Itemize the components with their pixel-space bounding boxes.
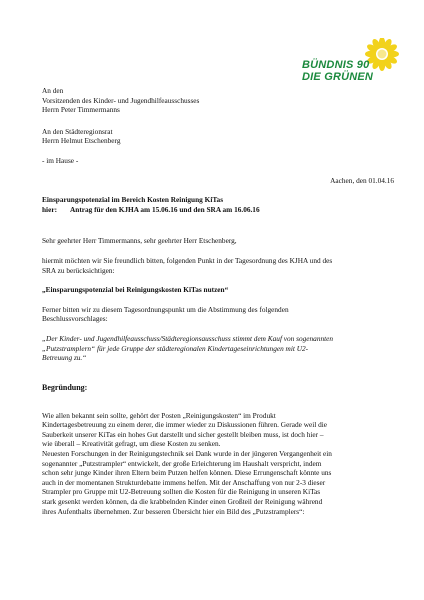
vote-request-paragraph xyxy=(42,305,394,324)
party-logo xyxy=(298,38,406,86)
reason-line: Kindertagesbetreuung zu einem derer, die immer wieder zu Diskussionen führen. Gerade weil die xyxy=(42,420,327,430)
vote-request-line: Ferner bitten wir zu diesem Tagesordnungspunkt um die Abstimmung des folgenden xyxy=(42,304,289,314)
intro-paragraph xyxy=(42,256,394,275)
agenda-item: „Einsparungspotenzial bei Reinigungskosten KiTas nutzen“ xyxy=(42,285,229,295)
resolution-line: „Putzstramplern“ für jede Gruppe der städteregionalen Kindertageseinrichtungen mit U2- xyxy=(42,343,309,353)
recipient2-line1: An den Städteregionsrat xyxy=(42,126,113,136)
resolution-line: Betreuung zu.“ xyxy=(42,353,87,363)
subject-label: hier: xyxy=(42,204,57,214)
vote-request-line: Beschlussvorschlages: xyxy=(42,314,108,324)
reason-line: Strampler pro Gruppe mit U2-Betreuung sollten die Kosten für die Reinigung in unseren KiTas xyxy=(42,487,321,497)
recipient2-line2: Herrn Helmut Etschenberg xyxy=(42,136,121,146)
reason-line: auch in der momentanen Strukturdebatte immens helfen. Mit der Anschaffung von nur 2-3 dieser xyxy=(42,477,326,487)
reason-line: ihres Aufenthalts übernehmen. Zur besseren Übersicht hier ein Bild des „Putzstramplers“: xyxy=(42,506,305,516)
recipient-block-1 xyxy=(42,86,394,115)
recipient1-line1: An den xyxy=(42,86,64,95)
intro-line: SRA zu berücksichtigen: xyxy=(42,265,115,275)
subject-block xyxy=(42,195,260,214)
reason-paragraph xyxy=(42,411,394,517)
letter-body xyxy=(42,86,394,516)
subject-title: Einsparungspotenzial im Bereich Kosten Reinigung KiTas xyxy=(42,195,224,205)
date-line: Aachen, den 01.04.16 xyxy=(330,175,394,185)
reason-line: wie überall – Kreativität gefragt, um diese Kosten zu senken. xyxy=(42,439,221,449)
subject-line2: Antrag für den KJHA am 15.06.16 und den SRA am 16.06.16 xyxy=(70,204,260,214)
recipient2-line3: - im Hause - xyxy=(42,155,79,165)
reason-line: Wie allen bekannt sein sollte, gehört der Posten „Reinigungskosten“ im Produkt xyxy=(42,410,276,420)
reason-line: schon sehr junge Kinder ihren Eltern beim Putzen helfen können. Diese Errungenschaft könnte uns xyxy=(42,468,332,478)
reason-line: sogenannter „Putzstrampler“ entwickelt, der große Erleichterung im Haushalt verspricht, indem xyxy=(42,458,322,468)
reason-line: Neuesten Forschungen in der Reinigungstechnik sei Dank wurde in der jüngeren Vergangenheit ein xyxy=(42,449,332,459)
reason-heading: Begründung: xyxy=(42,382,88,392)
recipient-block-2 xyxy=(42,127,394,166)
salutation: Sehr geehrter Herr Timmermanns, sehr geehrter Herr Etschenberg, xyxy=(42,236,237,246)
intro-line: hiermit möchten wir Sie freundlich bitten, folgenden Punkt in der Tagesordnung des KJHA und des xyxy=(42,255,333,265)
recipient1-line2: Vorsitzenden des Kinder- und Jugendhilfeausschusses xyxy=(42,95,200,105)
logo-line1: BÜNDNIS 90 xyxy=(302,59,370,71)
recipient1-line3: Herrn Peter Timmermanns xyxy=(42,105,120,115)
resolution-paragraph xyxy=(42,334,394,363)
resolution-line: „Der Kinder- und Jugendhilfeausschuss/Städteregionsausschuss stimmt dem Kauf von sogenannten xyxy=(42,333,334,343)
reason-line: Sauberkeit unserer KiTas ein hohes Gut darstellt und sicher gestellt bleiben muss, ist doch hier – xyxy=(42,429,324,439)
logo-line2: DIE GRÜNEN xyxy=(302,71,374,83)
reason-line: stark gesenkt werden können, da die krabbelnden Kinder einen Großteil der Reinigung während xyxy=(42,497,323,507)
